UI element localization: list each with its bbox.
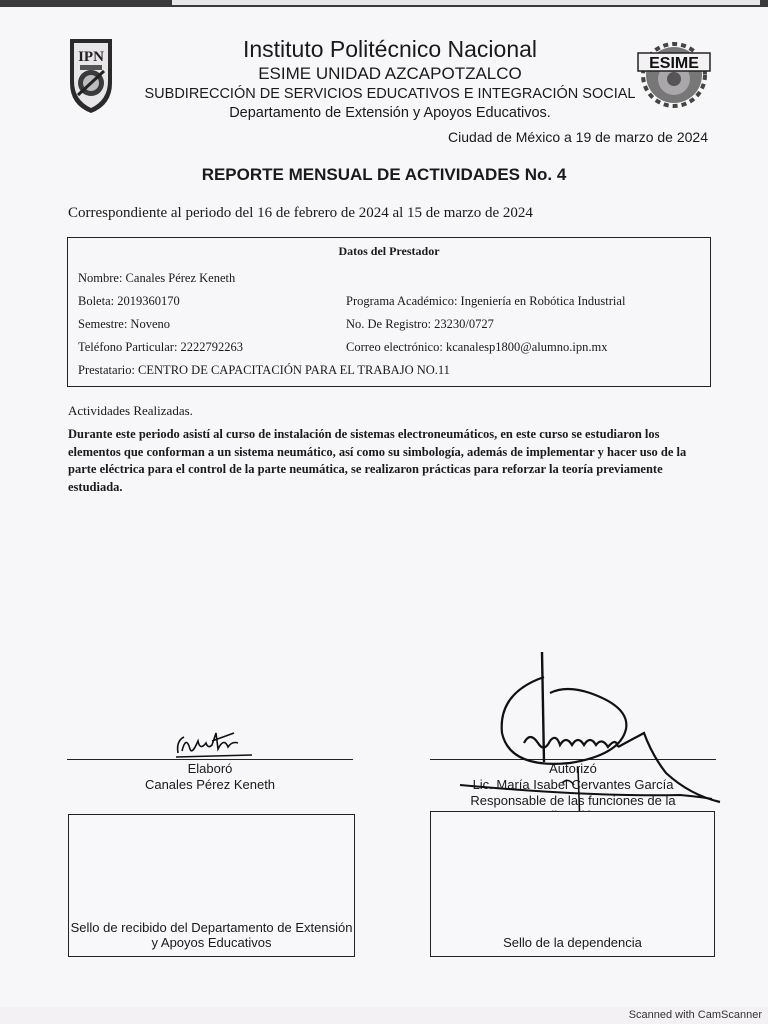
right-signature-role: Autorizó	[549, 761, 597, 776]
activities-text: Durante este periodo asistí al curso de instalación de sistemas electroneumáticos, en este curso se estudiaron los elementos que conforman a un sistema neumático, así como su simbología, además de implementar y hacer uso de la parte eléctrica para el control de la parte neumática, se realizaron prácticas para reforzar la teoría previamente estudiada.	[68, 427, 687, 494]
right-signature-title: Responsable de las funciones de la	[470, 793, 676, 808]
left-signature-line	[67, 759, 353, 760]
activities-heading: Actividades Realizadas.	[68, 403, 193, 418]
provider-data-box	[67, 237, 711, 387]
left-signature	[172, 727, 262, 763]
provider-semester: Semestre: Noveno	[78, 317, 170, 331]
provider-phone: Teléfono Particular: 2222792263	[78, 340, 244, 354]
institution-title: Instituto Politécnico Nacional	[242, 36, 538, 62]
left-signature-name: Canales Pérez Keneth	[144, 777, 276, 792]
scanner-watermark: Scanned with CamScanner	[628, 1009, 762, 1021]
ipn-logo-text: IPN	[78, 49, 104, 65]
esime-logo-text: ESIME	[649, 55, 699, 72]
provider-name: Nombre: Canales Pérez Keneth	[78, 271, 236, 285]
ipn-logo	[64, 33, 118, 117]
provider-registry: No. De Registro: 23230/0727	[346, 317, 494, 331]
report-period: Correspondiente al periodo del 16 de febrero de 2024 al 15 de marzo de 2024	[68, 205, 533, 221]
right-signature-name: Lic. María Isabel Cervantes García	[472, 777, 674, 792]
document-page	[0, 7, 768, 1007]
right-signature	[440, 647, 730, 837]
department-stamp-label: Sello de recibido del Departamento de Extensión y Apoyos Educativos	[70, 920, 353, 950]
dependency-stamp-label: Sello de la dependencia	[503, 935, 642, 950]
dependency-stamp-box	[430, 811, 715, 957]
provider-section-title: Datos del Prestador	[338, 244, 440, 258]
report-title: REPORTE MENSUAL DE ACTIVIDADES No. 4	[201, 165, 567, 184]
department-title: Departamento de Extensión y Apoyos Educativos.	[229, 105, 551, 121]
subdirection-title: SUBDIRECCIÓN DE SERVICIOS EDUCATIVOS E INTEGRACIÓN SOCIAL	[144, 86, 636, 102]
provider-borrower: Prestatario: CENTRO DE CAPACITACIÓN PARA EL TRABAJO NO.11	[78, 363, 450, 377]
unit-title: ESIME UNIDAD AZCAPOTZALCO	[258, 64, 522, 83]
place-date: Ciudad de México a 19 de marzo de 2024	[448, 129, 708, 145]
department-stamp-box	[68, 814, 355, 957]
provider-boleta: Boleta: 2019360170	[78, 294, 180, 308]
provider-email: Correo electrónico: kcanalesp1800@alumno.ipn.mx	[346, 340, 608, 354]
provider-program: Programa Académico: Ingeniería en Robótica Industrial	[346, 294, 626, 308]
left-signature-role: Elaboró	[187, 761, 233, 776]
scan-edge	[0, 0, 768, 7]
